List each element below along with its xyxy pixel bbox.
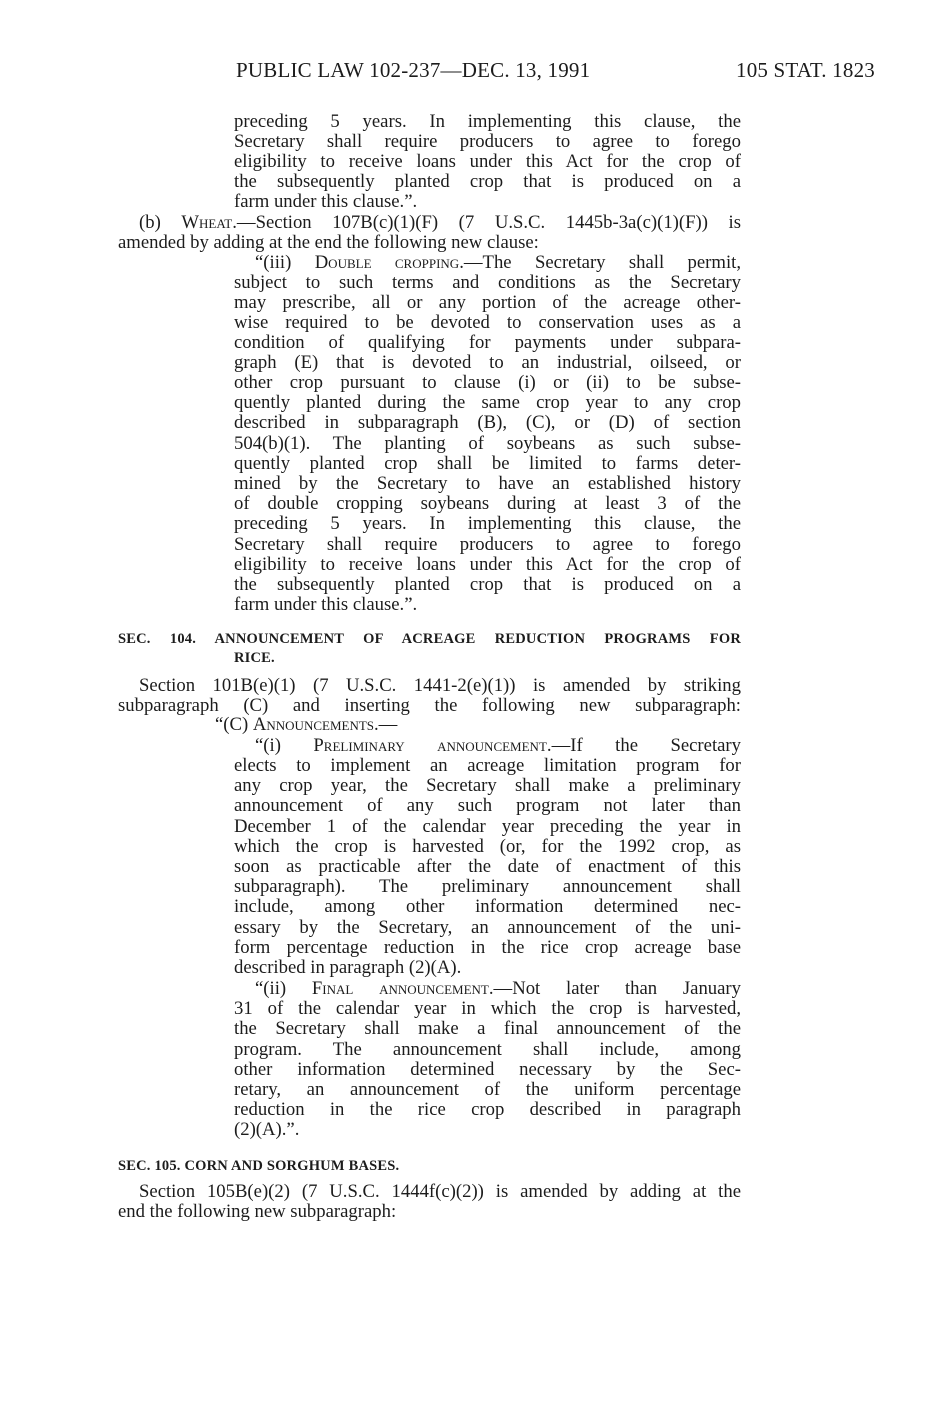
text-line: 504(b)(1). The planting of soybeans as such subse- <box>234 433 741 454</box>
text-line: December 1 of the calendar year preceding the year in <box>234 816 741 837</box>
running-header <box>0 58 949 88</box>
subparagraph-heading-line: “(C) Announcements.— <box>215 714 398 735</box>
text-line: preceding 5 years. In implementing this clause, the <box>234 111 741 132</box>
text-line: graph (E) that is devoted to an industrial, oilseed, or <box>234 352 741 373</box>
section-heading: SEC. 104. ANNOUNCEMENT OF ACREAGE REDUCTION PROGRAMS FOR <box>118 631 741 647</box>
text-line: essary by the Secretary, an announcement of the uni- <box>234 917 741 938</box>
text-line: preceding 5 years. In implementing this clause, the <box>234 513 741 534</box>
text-line: eligibility to receive loans under this Act for the crop of <box>234 554 741 575</box>
clause-heading: Preliminary announcement <box>313 735 547 756</box>
text-line: Secretary shall require producers to agree to forego <box>234 131 741 152</box>
clause-heading: Final announcement <box>311 978 489 999</box>
text-line: condition of qualifying for payments under subpara- <box>234 332 741 353</box>
text-line: program. The announcement shall include, among <box>234 1039 741 1060</box>
text-line: Section 105B(e)(2) (7 U.S.C. 1444f(c)(2)) is amended by adding at the <box>139 1181 741 1202</box>
clause-heading-line: “(ii) Final announcement.—Not later than January <box>255 978 741 999</box>
text-line: 31 of the calendar year in which the crop is harvested, <box>234 998 741 1019</box>
text-line: described in paragraph (2)(A). <box>234 957 462 978</box>
text-line: other crop pursuant to clause (i) or (ii) to be subse- <box>234 372 741 393</box>
text-line: which the crop is harvested (or, for the 1992 crop, as <box>234 836 741 857</box>
text-line: announcement of any such program not later than <box>234 795 741 816</box>
wheat-amendment-line: (b) Wheat.—Section 107B(c)(1)(F) (7 U.S.C. 1445b-3a(c)(1)(F)) is <box>139 212 741 233</box>
text-line: Section 101B(e)(1) (7 U.S.C. 1441-2(e)(1)) is amended by striking <box>139 675 741 696</box>
clause-heading: Double cropping <box>314 252 460 273</box>
text-line: quently planted during the same crop year to any crop <box>234 392 741 413</box>
text-line: form percentage reduction in the rice crop acreage base <box>234 937 741 958</box>
text-line: the Secretary shall make a final announcement of the <box>234 1018 741 1039</box>
text-line: farm under this clause.”. <box>234 191 418 212</box>
text-line: subparagraph). The preliminary announcement shall <box>234 876 741 897</box>
header-title: PUBLIC LAW 102-237—DEC. 13, 1991 <box>236 58 591 82</box>
text-line: (2)(A).”. <box>234 1119 300 1140</box>
text-line: described in subparagraph (B), (C), or (D) of section <box>234 412 741 433</box>
text-line: any crop year, the Secretary shall make a preliminary <box>234 775 741 796</box>
text-line: farm under this clause.”. <box>234 594 418 615</box>
wheat-heading: Wheat <box>181 212 233 233</box>
text-line: mined by the Secretary to have an established history <box>234 473 741 494</box>
text-line: elects to implement an acreage limitation program for <box>234 755 741 776</box>
text-line: eligibility to receive loans under this Act for the crop of <box>234 151 741 172</box>
text-line: the subsequently planted crop that is produced on a <box>234 171 741 192</box>
text-line: end the following new subparagraph: <box>118 1201 397 1222</box>
text-line: subject to such terms and conditions as the Secretary <box>234 272 741 293</box>
text-line: other information determined necessary by the Sec- <box>234 1059 741 1080</box>
text-line: the subsequently planted crop that is produced on a <box>234 574 741 595</box>
text-line: Secretary shall require producers to agree to forego <box>234 534 741 555</box>
text-line: may prescribe, all or any portion of the acreage other- <box>234 292 741 313</box>
text-line: retary, an announcement of the uniform percentage <box>234 1079 741 1100</box>
text-line: amended by adding at the end the following new clause: <box>118 232 539 253</box>
section-heading-continued: RICE. <box>234 650 275 666</box>
clause-heading-line: “(i) Preliminary announcement.—If the Secretary <box>255 735 741 756</box>
section-heading: SEC. 105. CORN AND SORGHUM BASES. <box>118 1158 400 1174</box>
text-line: of double cropping soybeans during at least 3 of the <box>234 493 741 514</box>
text-line: include, among other information determined nec- <box>234 896 741 917</box>
subparagraph-heading: Announcements <box>252 714 374 735</box>
text-line: soon as practicable after the date of enactment of this <box>234 856 741 877</box>
header-page-number: 105 STAT. 1823 <box>736 58 875 82</box>
text-line: subparagraph (C) and inserting the following new subparagraph: <box>118 695 741 716</box>
text-line: reduction in the rice crop described in paragraph <box>234 1099 741 1120</box>
text-line: wise required to be devoted to conservation uses as a <box>234 312 741 333</box>
text-line: quently planted crop shall be limited to farms deter- <box>234 453 741 474</box>
clause-heading-line: “(iii) Double cropping.—The Secretary shall permit, <box>255 252 741 273</box>
